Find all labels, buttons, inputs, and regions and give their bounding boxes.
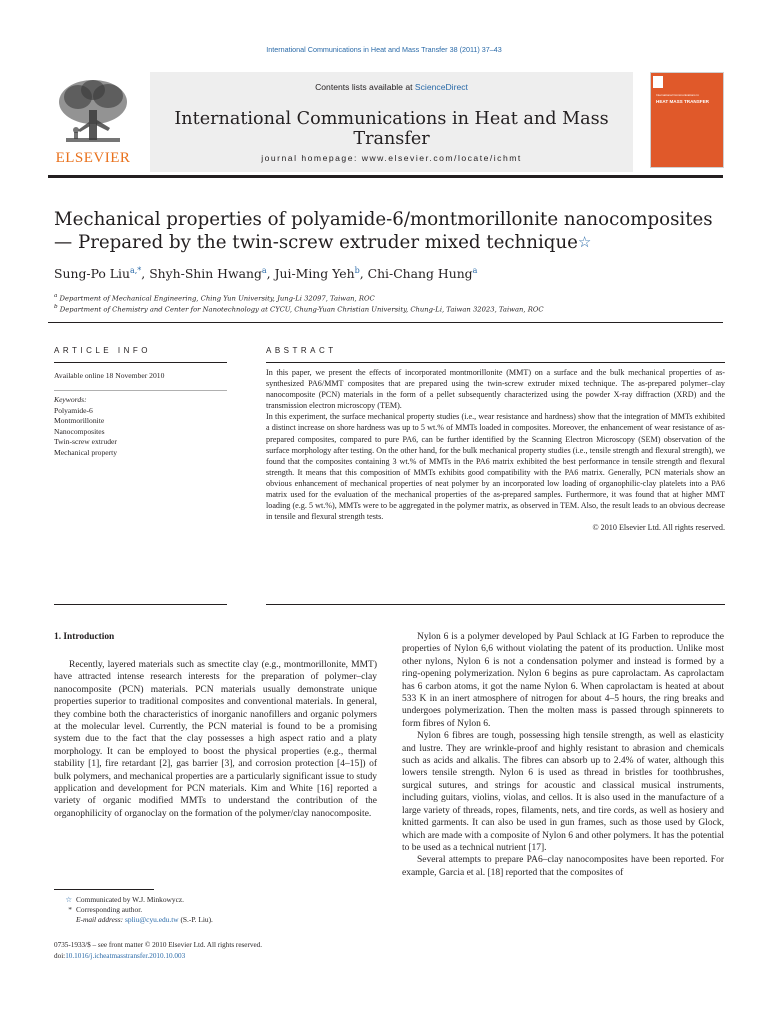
keyword-item: Montmorillonite xyxy=(54,416,105,426)
email-suffix: (S.-P. Liu). xyxy=(178,915,213,925)
cover-small-text: International Communications in xyxy=(656,93,699,97)
author-separator: , xyxy=(266,266,275,282)
abstract-copyright: © 2010 Elsevier Ltd. All rights reserved. xyxy=(592,523,725,533)
author-name: Jui-Ming Yeh xyxy=(274,266,355,282)
affiliation-b xyxy=(54,304,544,313)
footnote-corresponding xyxy=(60,905,213,915)
author-name: Chi-Chang Hung xyxy=(367,266,473,282)
abstract-paragraph: In this paper, we present the effects of incorporated montmorillonite (MMT) on a surface and the bulk mechanical properties of as-synthesized PA6/MMT composites that are prepared using the twin-screw extruder mixed technique. The as-prepared polymer–clay nanocomposite (PCN) materials in the form of a pellet subsequently characterized using the powder X-ray diffraction (XRD) and the transmission electron microscopy (TEM). xyxy=(266,368,725,411)
abstract-rule xyxy=(266,362,725,363)
title-footnote-star-icon[interactable]: ☆ xyxy=(577,233,592,251)
email-link[interactable]: spliu@cyu.edu.tw xyxy=(125,915,179,925)
body-paragraph: Several attempts to prepare PA6–clay nanocomposites have been reported. For example, Garcia et al. [18] reported that the composites of xyxy=(402,855,724,878)
sciencedirect-link[interactable]: ScienceDirect xyxy=(414,82,468,92)
footnote-communicated xyxy=(60,895,213,905)
cover-title: HEAT MASS TRANSFER xyxy=(656,99,709,104)
journal-citation-link[interactable]: International Communications in Heat and Mass Transfer 38 (2011) 37–43 xyxy=(266,45,502,54)
issn-block xyxy=(54,940,262,962)
author-list xyxy=(54,266,477,281)
keyword-item: Mechanical property xyxy=(54,447,118,457)
article-info-heading: ARTICLE INFO xyxy=(54,346,151,355)
abstract-bottom-rule xyxy=(266,604,725,605)
affiliation-a-mark: a xyxy=(54,293,58,299)
author-affiliation-mark[interactable]: a xyxy=(472,266,478,275)
journal-homepage[interactable]: journal homepage: www.elsevier.com/locate/ichmt xyxy=(261,153,522,163)
author-affiliation-mark[interactable]: a,* xyxy=(129,266,142,275)
header-rule xyxy=(48,175,723,178)
article-info-bottom-rule xyxy=(54,604,227,605)
body-paragraph: Nylon 6 is a polymer developed by Paul Schlack at IG Farben to reproduce the properties of Nylon 6,6 without violating the patent of its production. Unlike most other nylons, Nylon 6 is not a condensation polymer and instead is formed by a ring-opening polymerization. Nylon 6 begins as pure caprolactam. As caprolactam has 6 carbon atoms, it got the name Nylon 6. When caprolactam is heated at about 533 K in an inert atmosphere of nitrogen for about 4–5 hours, the ring breaks and undergoes polymerization. Then the molten mass is passed through spinnerets to form fibres of Nylon 6. xyxy=(402,632,724,729)
author-name: Shyh-Shin Hwang xyxy=(149,266,262,282)
contents-prefix: Contents lists available at xyxy=(315,82,415,92)
footnote-email xyxy=(60,915,213,925)
keyword-item: Polyamide-6 xyxy=(54,405,93,415)
available-online-date: Available online 18 November 2010 xyxy=(54,371,165,380)
body-column-right xyxy=(402,631,724,879)
keywords-heading: Keywords: xyxy=(54,395,87,404)
elsevier-wordmark: ELSEVIER xyxy=(55,150,131,166)
contents-line xyxy=(150,82,633,92)
journal-name: International Communications in Heat and Mass Transfer xyxy=(174,109,609,149)
article-title-text: Mechanical properties of polyamide-6/montmorillonite nanocomposites — Prepared by the twin-screw extruder mixed technique xyxy=(54,209,713,253)
author-separator: , xyxy=(359,266,368,282)
affiliation-a-text: Department of Mechanical Engineering, Ching Yun University, Jung-Li 32097, Taiwan, ROC xyxy=(59,294,375,303)
article-info-rule xyxy=(54,362,227,363)
introduction-heading: 1. Introduction xyxy=(54,632,115,642)
body-paragraph: Nylon 6 fibres are tough, possessing high tensile strength, as well as elasticity and lustre. They are wrinkle-proof and highly resistant to abrasion and chemicals such as acids and alkalis. The fibres can absorb up to 2.4% of water, although this lowers tensile strength. Nylon 6 is used as thread in bristles for toothbrushes, surgical sutures, and strings for acoustic and classical musical instruments, including guitars, violins, violas, and cellos. It is also used in the manufacture of a large variety of threads, ropes, filaments, nets, and tire cords, as well as hosiery and knitted garments. It can also be used in gun frames, such as those used by Glock, which are made with a composite of Nylon 6 and other polymers. It has the potential to be used as a technical nutrient [17]. xyxy=(402,731,724,853)
affiliation-b-mark: b xyxy=(54,304,58,310)
doi-line xyxy=(54,951,262,962)
article-title xyxy=(54,208,734,254)
body-paragraph: Recently, layered materials such as smectite clay (e.g., montmorillonite, MMT) have attracted intense research interests for the preparation of polymer–clay nanocomposite (PCN) materials. PCN materials usually demonstrate unique properties superior to traditional composites and conventional materials. In general, they combine both the characteristics of inorganic nanofillers and organic polymers at the molecular level. Currently, the PCN material is found to be a promising system due to the fact that the clay possesses a high aspect ratio and a platy morphology. It can be employed to boost the physical properties (e.g., thermal stability [1], fire retardant [2], gas barrier [3], and corrosion protection [4–15]) of bulk polymers, and mechanical properties are a particularly significant issue to study application and development for PCN materials. Kim and White [16] reported a variety of organic modified MMTs to understand the contribution of the organophilicity of organoclay on the formation of the polymer/clay nanocomposite. xyxy=(54,660,377,819)
footnote-rule xyxy=(54,889,154,890)
footnotes xyxy=(60,895,213,926)
author-separator: , xyxy=(141,266,150,282)
doi-prefix: doi: xyxy=(54,952,66,960)
keyword-item: Nanocomposites xyxy=(54,426,105,436)
abstract-heading: ABSTRACT xyxy=(266,346,337,355)
asterisk-footnote-icon: * xyxy=(68,905,72,915)
author-name: Sung-Po Liu xyxy=(54,266,130,282)
abstract-paragraph: In this experiment, the surface mechanical property studies (i.e., wear resistance and hardness) show that the integration of MMTs exhibited a distinct increase on shore hardness was up to 5 wt.% of MMTs loaded in composites. Moreover, the enhancement of wear resistance of as-prepared composites, compared to pure PA6, can be further identified by the Scanning Electron Microscopy (SEM) observation of the surface morphology after testing. On the other hand, for the bulk mechanical property studies (i.e., tensile strength and flexural strength), we found that the composites containing 3 wt.% of MMTs in the PA6 matrix exhibited the best performance in tensile strength and flexural strength. It means that this composition of MMTs exhibits good compatibility with the PA6 matrix. Generally, PCN materials show an obvious enhancement of mechanical properties of neat polymer by an incorporated low loading of organophilic-clay platelets into a PA6 matrix used for the evaluation of the mechanical properties of the as-prepared samples. Furthermore, it was found that at higher MMT loading (e.g. 5 wt.%), MMTs were to be aggregated in the polymer matrix, as observed in TEM. Also, the result leads to an obvious decrease in tensile and flexural strength tests. xyxy=(266,412,725,522)
cover-logo-icon xyxy=(653,76,663,88)
doi-link[interactable]: 10.1016/j.icheatmasstransfer.2010.10.003 xyxy=(65,952,186,960)
section-rule xyxy=(48,322,723,323)
author-affiliation-mark[interactable]: a xyxy=(261,266,267,275)
star-footnote-icon: ☆ xyxy=(65,895,72,904)
keywords-block xyxy=(54,395,117,459)
footnote-corresponding-text: Corresponding author. xyxy=(76,905,143,915)
keyword-item: Twin-screw extruder xyxy=(54,437,117,447)
affiliation-a xyxy=(54,293,375,302)
journal-cover-thumbnail[interactable] xyxy=(650,72,724,168)
affiliation-b-text: Department of Chemistry and Center for Nanotechnology at CYCU, Chung-Yuan Christian University, Chung-Li, Taiwan 32023, Taiwan, ROC xyxy=(59,305,544,314)
email-label: E-mail address: xyxy=(76,915,125,925)
body-column-left xyxy=(54,659,377,820)
issn-line: 0735-1933/$ – see front matter © 2010 Elsevier Ltd. All rights reserved. xyxy=(54,941,263,949)
footnote-communicated-text: Communicated by W.J. Minkowycz. xyxy=(76,895,184,904)
author-affiliation-mark[interactable]: b xyxy=(354,266,360,275)
abstract-body xyxy=(266,367,725,533)
article-info-divider xyxy=(54,390,227,391)
